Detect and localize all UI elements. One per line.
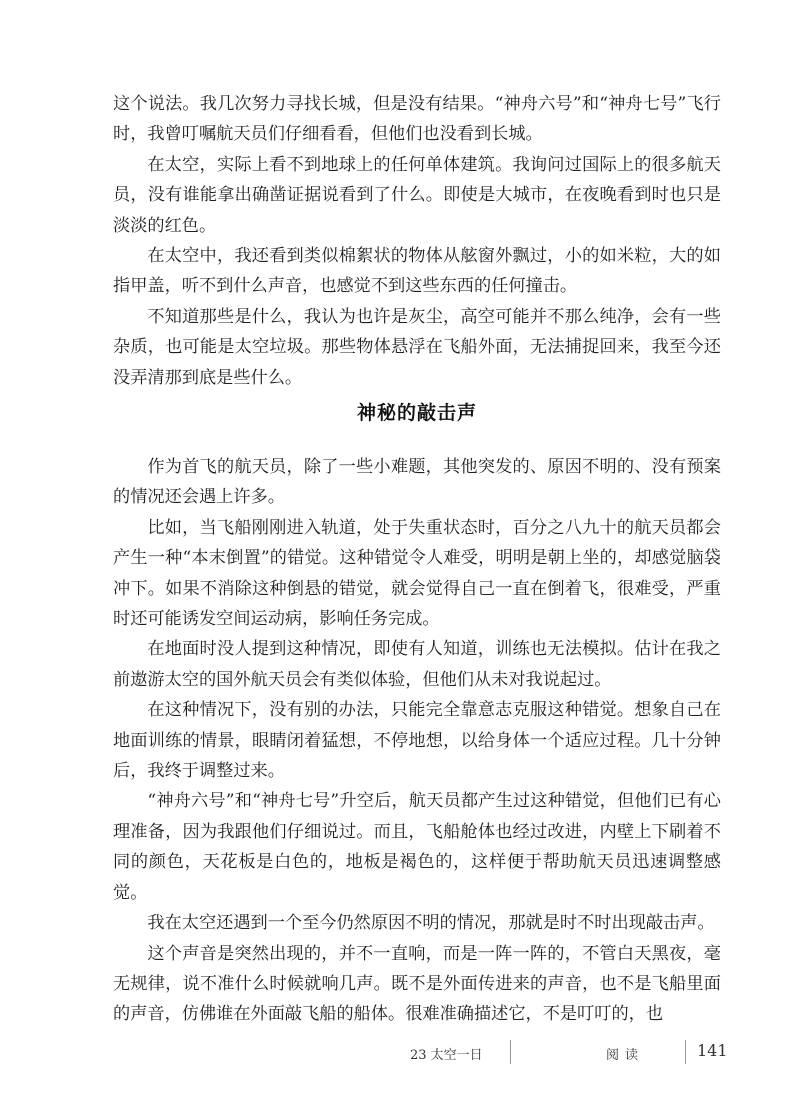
paragraph: 这个声音是突然出现的，并不一直响，而是一阵一阵的，不管白天黑夜，毫无规律，说不准什么时候就响几声。既不是外面传进来的声音，也不是飞船里面的声音，仿佛谁在外面敲飞船的船体。很难准确描述它，不是叮叮的，也 bbox=[113, 943, 721, 1025]
footer-divider bbox=[685, 1040, 686, 1064]
footer-chapter-title: 23 太空一日 bbox=[410, 1048, 483, 1063]
paragraph: 比如，当飞船刚刚进入轨道，处于失重状态时，百分之八九十的航天员都会产生一种“本末倒置”的错觉。这种错觉令人难受，明明是朝上坐的，却感觉脑袋冲下。如果不消除这种倒悬的错觉，就会觉得自己一直在倒着飞，很难受，严重时还可能诱发空间运动病，影响任务完成。 bbox=[113, 517, 721, 630]
paragraph: 在地面时没人提到这种情况，即使有人知道，训练也无法模拟。估计在我之前遨游太空的国外航天员会有类似体验，但他们从未对我说起过。 bbox=[113, 639, 721, 690]
bottom-text-block bbox=[113, 452, 721, 1030]
paragraph: 我在太空还遇到一个至今仍然原因不明的情况，那就是时不时出现敲击声。 bbox=[147, 913, 715, 934]
paragraph: 在太空，实际上看不到地球上的任何单体建筑。我询问过国际上的很多航天员，没有谁能拿出确凿证据说看到了什么。即使是大城市，在夜晚看到时也只是淡淡的红色。 bbox=[113, 154, 721, 236]
section-heading: 神秘的敲击声 bbox=[356, 402, 477, 424]
top-text-block bbox=[113, 89, 721, 393]
page-footer bbox=[0, 1040, 800, 1064]
footer-section-label: 阅读 bbox=[606, 1048, 645, 1063]
paragraph: 不知道那些是什么，我认为也许是灰尘，高空可能并不那么纯净，会有一些杂质，也可能是太空垃圾。那些物体悬浮在飞船外面，无法捕捉回来，我至今还没弄清那到底是些什么。 bbox=[113, 306, 721, 388]
paragraph: 在这种情况下，没有别的办法，只能完全靠意志克服这种错觉。想象自己在地面训练的情景，眼睛闭着猛想，不停地想，以给身体一个适应过程。几十分钟后，我终于调整过来。 bbox=[113, 700, 721, 782]
paragraph: 作为首飞的航天员，除了一些小难题，其他突发的、原因不明的、没有预案的情况还会遇上许多。 bbox=[113, 457, 721, 508]
page-number: 141 bbox=[697, 1041, 728, 1060]
paragraph: 这个说法。我几次努力寻找长城，但是没有结果。“神舟六号”和“神舟七号”飞行时，我曾叮嘱航天员们仔细看看，但他们也没看到长城。 bbox=[113, 94, 721, 145]
paragraph: “神舟六号”和“神舟七号”升空后，航天员都产生过这种错觉，但他们已有心理准备，因为我跟他们仔细说过。而且，飞船舱体也经过改进，内壁上下刷着不同的颜色，天花板是白色的，地板是褐色的，这样便于帮助航天员迅速调整感觉。 bbox=[113, 791, 721, 903]
paragraph: 在太空中，我还看到类似棉絮状的物体从舷窗外飘过，小的如米粒，大的如指甲盖，听不到什么声音，也感觉不到这些东西的任何撞击。 bbox=[113, 246, 721, 297]
footer-divider bbox=[510, 1040, 511, 1064]
